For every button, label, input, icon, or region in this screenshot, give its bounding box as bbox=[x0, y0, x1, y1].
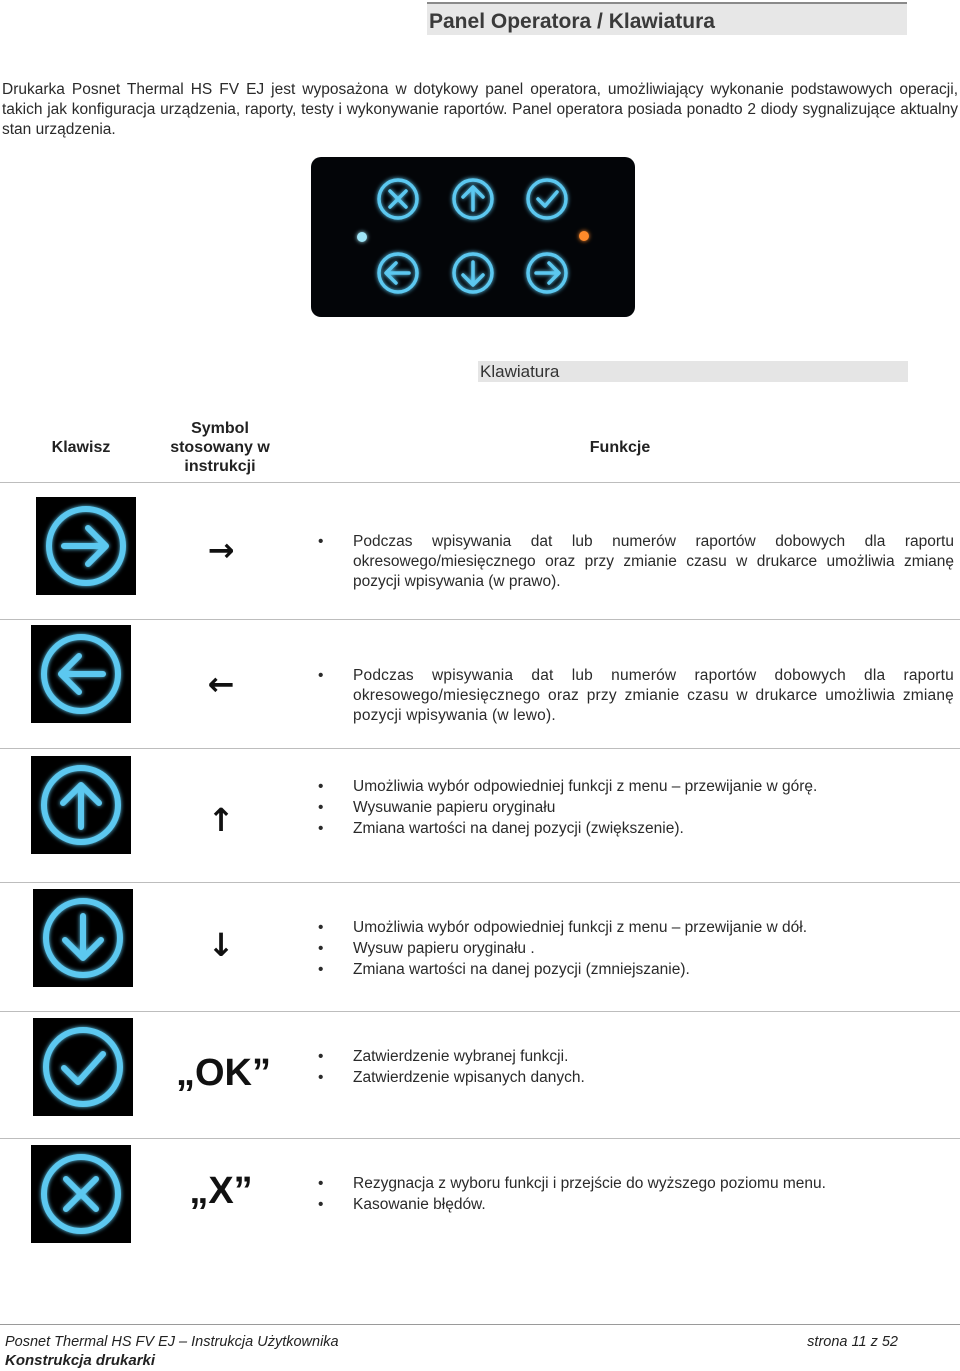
function-item: • Wysuwanie papieru oryginału bbox=[318, 798, 954, 818]
symbol-ok: „OK” bbox=[176, 1052, 271, 1094]
key-image-right bbox=[36, 497, 136, 595]
functions-left bbox=[318, 666, 954, 726]
key-image-ok bbox=[33, 1018, 133, 1116]
arrow-up-icon bbox=[44, 768, 118, 842]
key-image-up bbox=[31, 756, 131, 854]
function-item: • Wysuw papieru oryginału . bbox=[318, 939, 954, 959]
panel-key-right[interactable] bbox=[528, 254, 566, 292]
divider bbox=[0, 1011, 960, 1012]
divider bbox=[0, 482, 960, 483]
symbol-down-arrow: ↓ bbox=[207, 926, 235, 964]
divider bbox=[0, 619, 960, 620]
section-title: Klawiatura bbox=[478, 361, 908, 382]
check-icon bbox=[46, 1030, 120, 1104]
function-item: • Zmiana wartości na danej pozycji (zwiększenie). bbox=[318, 819, 954, 839]
function-item: • Zatwierdzenie wybranej funkcji. bbox=[318, 1047, 954, 1067]
functions-right bbox=[318, 532, 954, 592]
panel-key-ok[interactable] bbox=[528, 180, 566, 218]
function-item: • Umożliwia wybór odpowiedniej funkcji z menu – przewijanie w dół. bbox=[318, 918, 954, 938]
functions-ok bbox=[318, 1047, 954, 1088]
divider bbox=[0, 1138, 960, 1139]
page-heading: Panel Operatora / Klawiatura bbox=[427, 2, 907, 35]
operator-panel-photo bbox=[311, 157, 635, 317]
status-led-right bbox=[579, 231, 589, 241]
function-item: • Zmiana wartości na danej pozycji (zmniejszanie). bbox=[318, 960, 954, 980]
symbol-left-arrow: ← bbox=[207, 665, 235, 703]
header-key: Klawisz bbox=[51, 439, 111, 456]
panel-key-x[interactable] bbox=[379, 180, 417, 218]
key-image-x bbox=[31, 1145, 131, 1243]
arrow-right-icon bbox=[49, 509, 123, 583]
function-item: • Zatwierdzenie wpisanych danych. bbox=[318, 1068, 954, 1088]
key-image-left bbox=[31, 625, 131, 723]
symbol-up-arrow: ↑ bbox=[207, 801, 235, 839]
function-item: • Podczas wpisywania dat lub numerów raportów dobowych dla raportu okresowego/miesięcznego oraz przy zmianie czasu w drukarce umożliwia zmianę pozycji wpisywania (w lewo). bbox=[318, 666, 954, 726]
header-functions: Funkcje bbox=[589, 439, 651, 456]
header-symbol: Symbol stosowany w instrukcji bbox=[170, 420, 270, 475]
panel-key-down[interactable] bbox=[454, 254, 492, 292]
functions-up bbox=[318, 777, 954, 839]
functions-down bbox=[318, 918, 954, 980]
panel-key-left[interactable] bbox=[379, 254, 417, 292]
function-item: • Umożliwia wybór odpowiedniej funkcji z menu – przewijanie w górę. bbox=[318, 777, 954, 797]
key-image-down bbox=[33, 889, 133, 987]
intro-paragraph: Drukarka Posnet Thermal HS FV EJ jest wyposażona w dotykowy panel operatora, umożliwiający wykonanie podstawowych operacji, takich jak konfiguracja urządzenia, raporty, testy i wykonywanie raportów. Panel operatora posiada ponadto 2 diody sygnalizujące aktualny stan urządzenia. bbox=[2, 81, 958, 138]
function-item: • Podczas wpisywania dat lub numerów raportów dobowych dla raportu okresowego/miesięcznego oraz przy zmianie czasu w drukarce umożliwia zmianę pozycji wpisywania (w prawo). bbox=[318, 532, 954, 592]
divider bbox=[0, 748, 960, 749]
arrow-down-icon bbox=[46, 901, 120, 975]
symbol-x: „X” bbox=[189, 1170, 253, 1212]
x-icon bbox=[44, 1157, 118, 1231]
functions-x bbox=[318, 1174, 954, 1215]
panel-key-up[interactable] bbox=[454, 180, 492, 218]
symbol-right-arrow: → bbox=[207, 531, 235, 569]
function-item: • Kasowanie błędów. bbox=[318, 1195, 954, 1215]
footer-divider bbox=[0, 1324, 960, 1325]
footer-section-name: Konstrukcja drukarki bbox=[5, 1352, 156, 1369]
status-led-left bbox=[357, 232, 367, 242]
arrow-left-icon bbox=[44, 637, 118, 711]
footer-page-number: strona 11 z 52 bbox=[807, 1334, 898, 1350]
footer-doc-title: Posnet Thermal HS FV EJ – Instrukcja Użytkownika bbox=[5, 1334, 339, 1350]
function-item: • Rezygnacja z wyboru funkcji i przejście do wyższego poziomu menu. bbox=[318, 1174, 954, 1194]
divider bbox=[0, 882, 960, 883]
